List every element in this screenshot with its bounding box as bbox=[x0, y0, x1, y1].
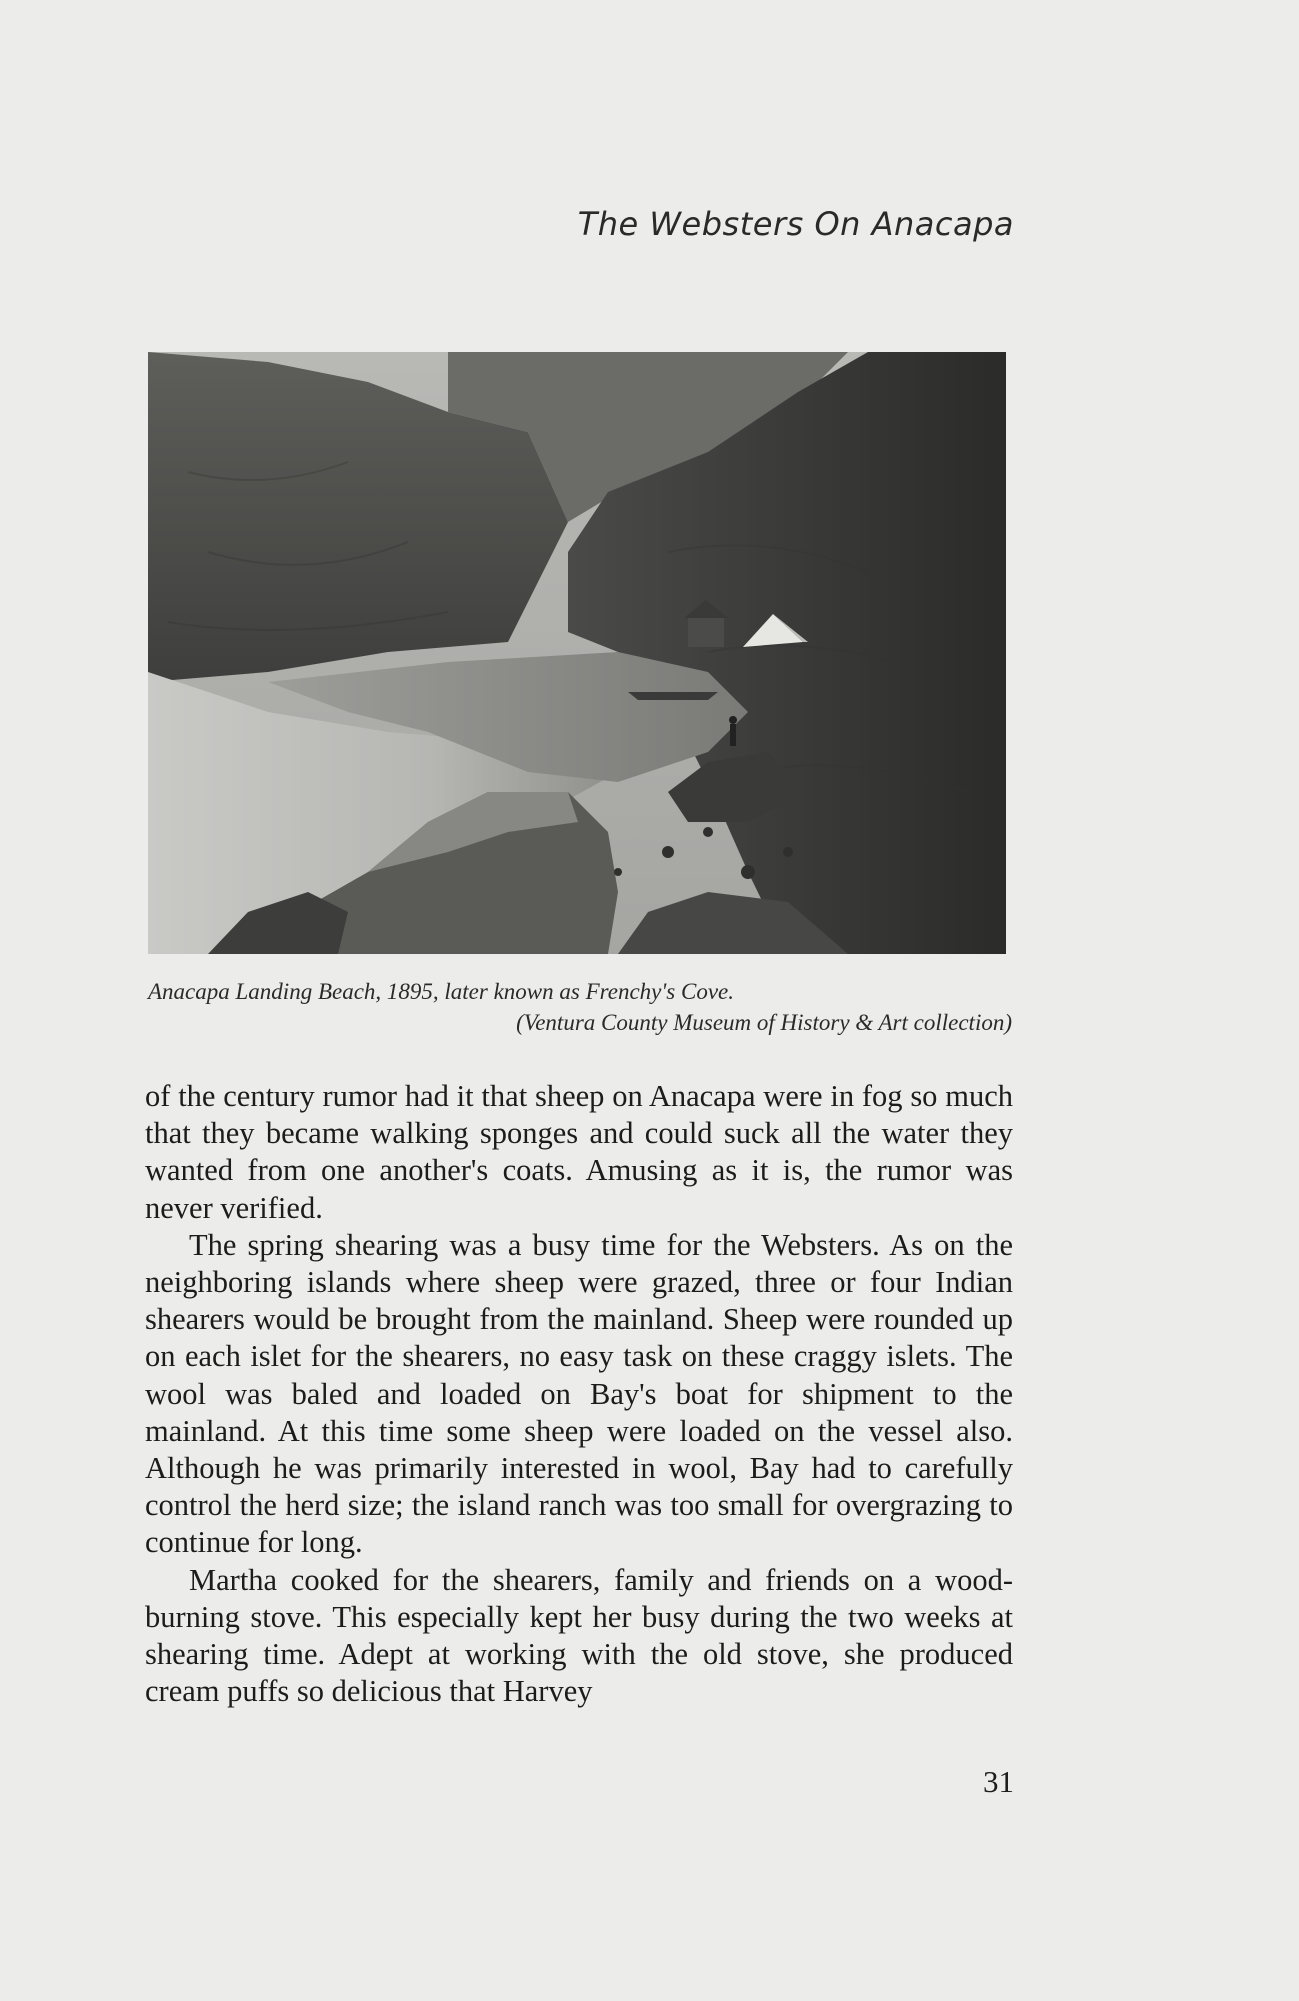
paragraph: Martha cooked for the shearers, family and friends on a wood-burning stove. This especially kept her busy during the two weeks at shearing time. Adept at working with the old stove, she produced cream puffs so delicious that Harvey bbox=[145, 1562, 1013, 1709]
photograph-anacapa-landing-beach bbox=[148, 352, 1006, 954]
body-text bbox=[145, 1078, 1013, 1710]
figure-caption: Anacapa Landing Beach, 1895, later known as Frenchy's Cove. bbox=[148, 979, 734, 1004]
running-header: The Websters On Anacapa bbox=[577, 205, 1014, 243]
paragraph: of the century rumor had it that sheep on Anacapa were in fog so much that they became walking sponges and could suck all the water they wanted from one another's coats. Amusing as it is, the rumor was never verified. bbox=[145, 1079, 1013, 1225]
figure-credit: (Ventura County Museum of History & Art collection) bbox=[516, 1010, 1012, 1035]
paragraph: The spring shearing was a busy time for the Websters. As on the neighboring islands where sheep were grazed, three or four Indian shearers would be brought from the mainland. Sheep were rounded up on each islet for the shearers, no easy task on these craggy islets. The wool was baled and loaded on Bay's boat for shipment to the mainland. At this time some sheep were loaded on the vessel also. Although he was primarily interested in wool, Bay had to carefully control the herd size; the island ranch was too small for overgrazing to continue for long. bbox=[145, 1227, 1013, 1560]
page-number: 31 bbox=[983, 1764, 1014, 1799]
photograph-illustration bbox=[148, 352, 1006, 954]
